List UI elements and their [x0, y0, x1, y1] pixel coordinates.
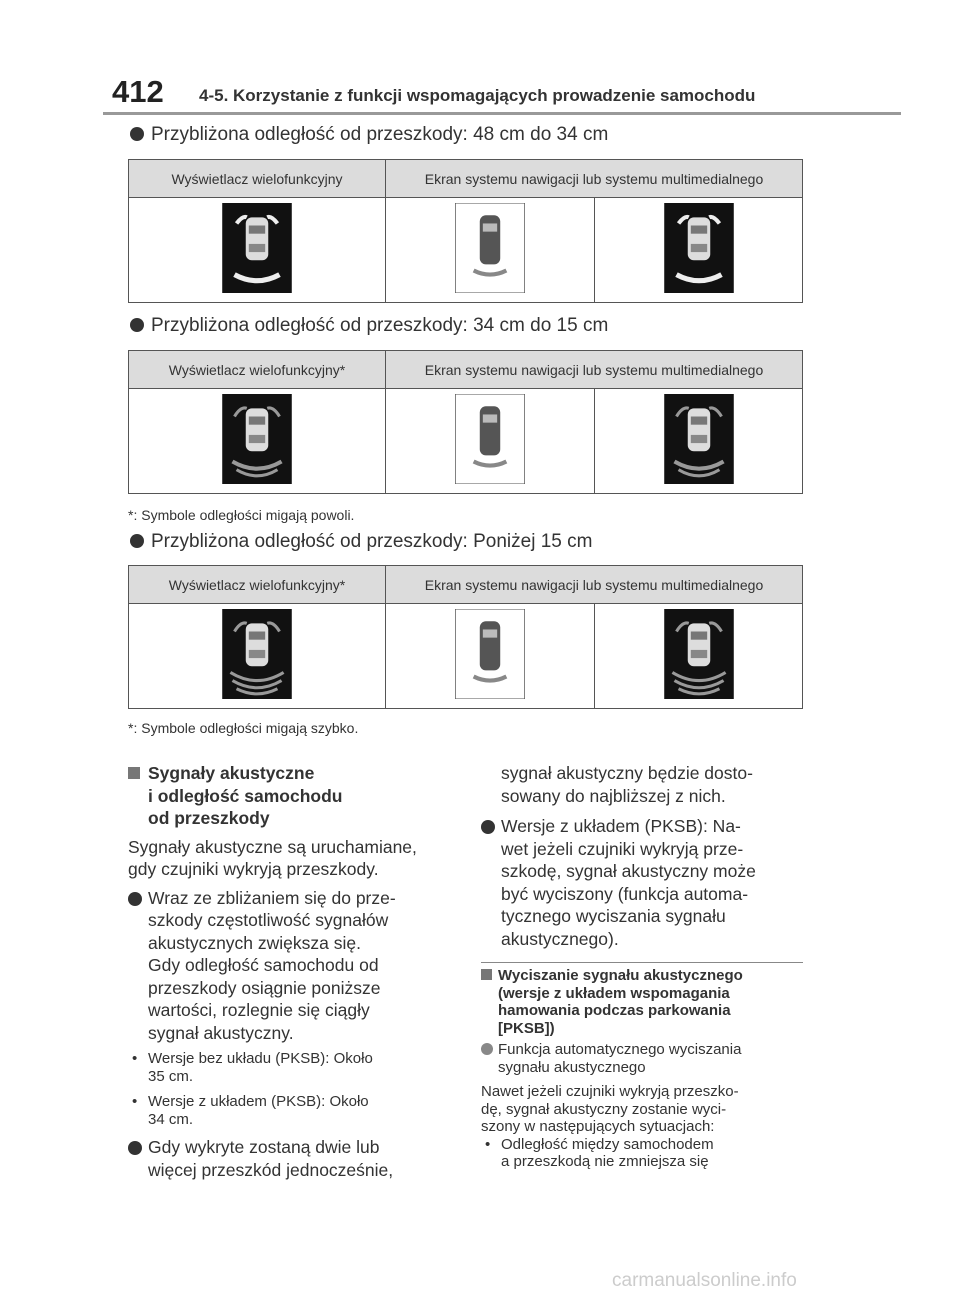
intro-paragraph: Sygnały akustyczne są uruchamiane, gdy czujniki wykryją przeszkody.: [128, 836, 417, 879]
bullet-dot-icon: [481, 1043, 493, 1055]
nav-screen-image: [386, 389, 595, 494]
watermark: carmanualsonline.info: [612, 1270, 797, 1291]
col-header-multi-display: Wyświetlacz wielofunkcyjny*: [129, 566, 386, 604]
bullet-pksb-mute: Wersje z układem (PKSB): Na- wet jeżeli czujniki wykryją prze- szkodę, sygnał akustyczny może być wyciszony (funkcja automa- tycznego wyciszania sygnału akustycznego).: [481, 815, 811, 950]
col-header-nav-screen: Ekran systemu nawigacji lub systemu multimedialnego: [386, 351, 803, 389]
bullet-dot-icon: [481, 820, 495, 834]
nav-screen-image: [386, 198, 595, 303]
multimedia-screen-image: [595, 604, 803, 709]
display-table-2: [128, 350, 803, 494]
sub-bullet-with-pksb: • Wersje z układem (PKSB): Około 34 cm.: [132, 1093, 369, 1128]
right-column: [481, 762, 811, 1171]
footnote-fast-blink: *: Symbole odległości migają szybko.: [128, 720, 359, 736]
subsection-heading-mute: Wyciszanie sygnału akustycznego (wersje z układem wspomagania hamowania podczas parkowania [PKSB]): [481, 967, 811, 1037]
multi-display-image: [129, 389, 386, 494]
sub-bullet-without-pksb: • Wersje bez układu (PKSB): Około 35 cm.: [132, 1050, 373, 1085]
section-title-3: Przybliżona odległość od przeszkody: Poniżej 15 cm: [130, 531, 592, 553]
square-bullet-icon: [128, 767, 140, 779]
bullet-icon: •: [132, 1050, 138, 1067]
multimedia-screen-image: [595, 198, 803, 303]
multi-display-image: [129, 604, 386, 709]
continued-paragraph: sygnał akustyczny będzie dosto- sowany do najbliższej z nich.: [501, 763, 753, 806]
footnote-slow-blink: *: Symbole odległości migają powoli.: [128, 507, 355, 523]
header-divider: [103, 112, 901, 115]
bullet-dot-icon: [130, 534, 144, 548]
bullet-icon: •: [132, 1093, 138, 1110]
bullet-multiple-obstacles: Gdy wykryte zostaną dwie lub więcej przeszkód jednocześnie,: [128, 1136, 458, 1181]
nav-screen-image: [386, 604, 595, 709]
display-table-3: [128, 565, 803, 709]
multimedia-screen-image: [595, 389, 803, 494]
page-number: 412: [112, 74, 164, 109]
subsection-bullet-auto-mute: Funkcja automatycznego wyciszania sygnału akustycznego: [481, 1041, 811, 1076]
bullet-dot-icon: [128, 892, 142, 906]
bullet-dot-icon: [130, 318, 144, 332]
list-item-distance: • Odległość między samochodem a przeszkodą nie zmniejsza się: [485, 1135, 714, 1170]
auto-mute-paragraph: Nawet jeżeli czujniki wykryją przeszko- dę, sygnał akustyczny zostanie wyci- szony w następujących sytuacjach:: [481, 1083, 739, 1135]
col-header-nav-screen: Ekran systemu nawigacji lub systemu multimedialnego: [386, 160, 803, 198]
multi-display-image: [129, 198, 386, 303]
section-title-2: Przybliżona odległość od przeszkody: 34 cm do 15 cm: [130, 315, 608, 337]
left-column: [128, 762, 458, 1181]
square-bullet-icon: [481, 969, 492, 980]
subsection-divider: [481, 962, 803, 963]
section-title-1: Przybliżona odległość od przeszkody: 48 cm do 34 cm: [130, 124, 608, 146]
col-header-multi-display: Wyświetlacz wielofunkcyjny*: [129, 351, 386, 389]
col-header-multi-display: Wyświetlacz wielofunkcyjny: [129, 160, 386, 198]
chapter-title: 4-5. Korzystanie z funkcji wspomagających prowadzenie samochodu: [199, 86, 756, 105]
section-heading-audible-signals: Sygnały akustyczne i odległość samochodu od przeszkody: [128, 762, 458, 830]
bullet-dot-icon: [130, 127, 144, 141]
bullet-frequency: Wraz ze zbliżaniem się do prze- szkody częstotliwość sygnałów akustycznych zwiększa się. Gdy odległość samochodu od przeszkody osiągnie poniższe wartości, rozlegnie się ciągły sygnał akustyczny.: [128, 887, 458, 1045]
bullet-icon: •: [485, 1135, 491, 1153]
display-table-1: [128, 159, 803, 303]
bullet-dot-icon: [128, 1141, 142, 1155]
col-header-nav-screen: Ekran systemu nawigacji lub systemu multimedialnego: [386, 566, 803, 604]
